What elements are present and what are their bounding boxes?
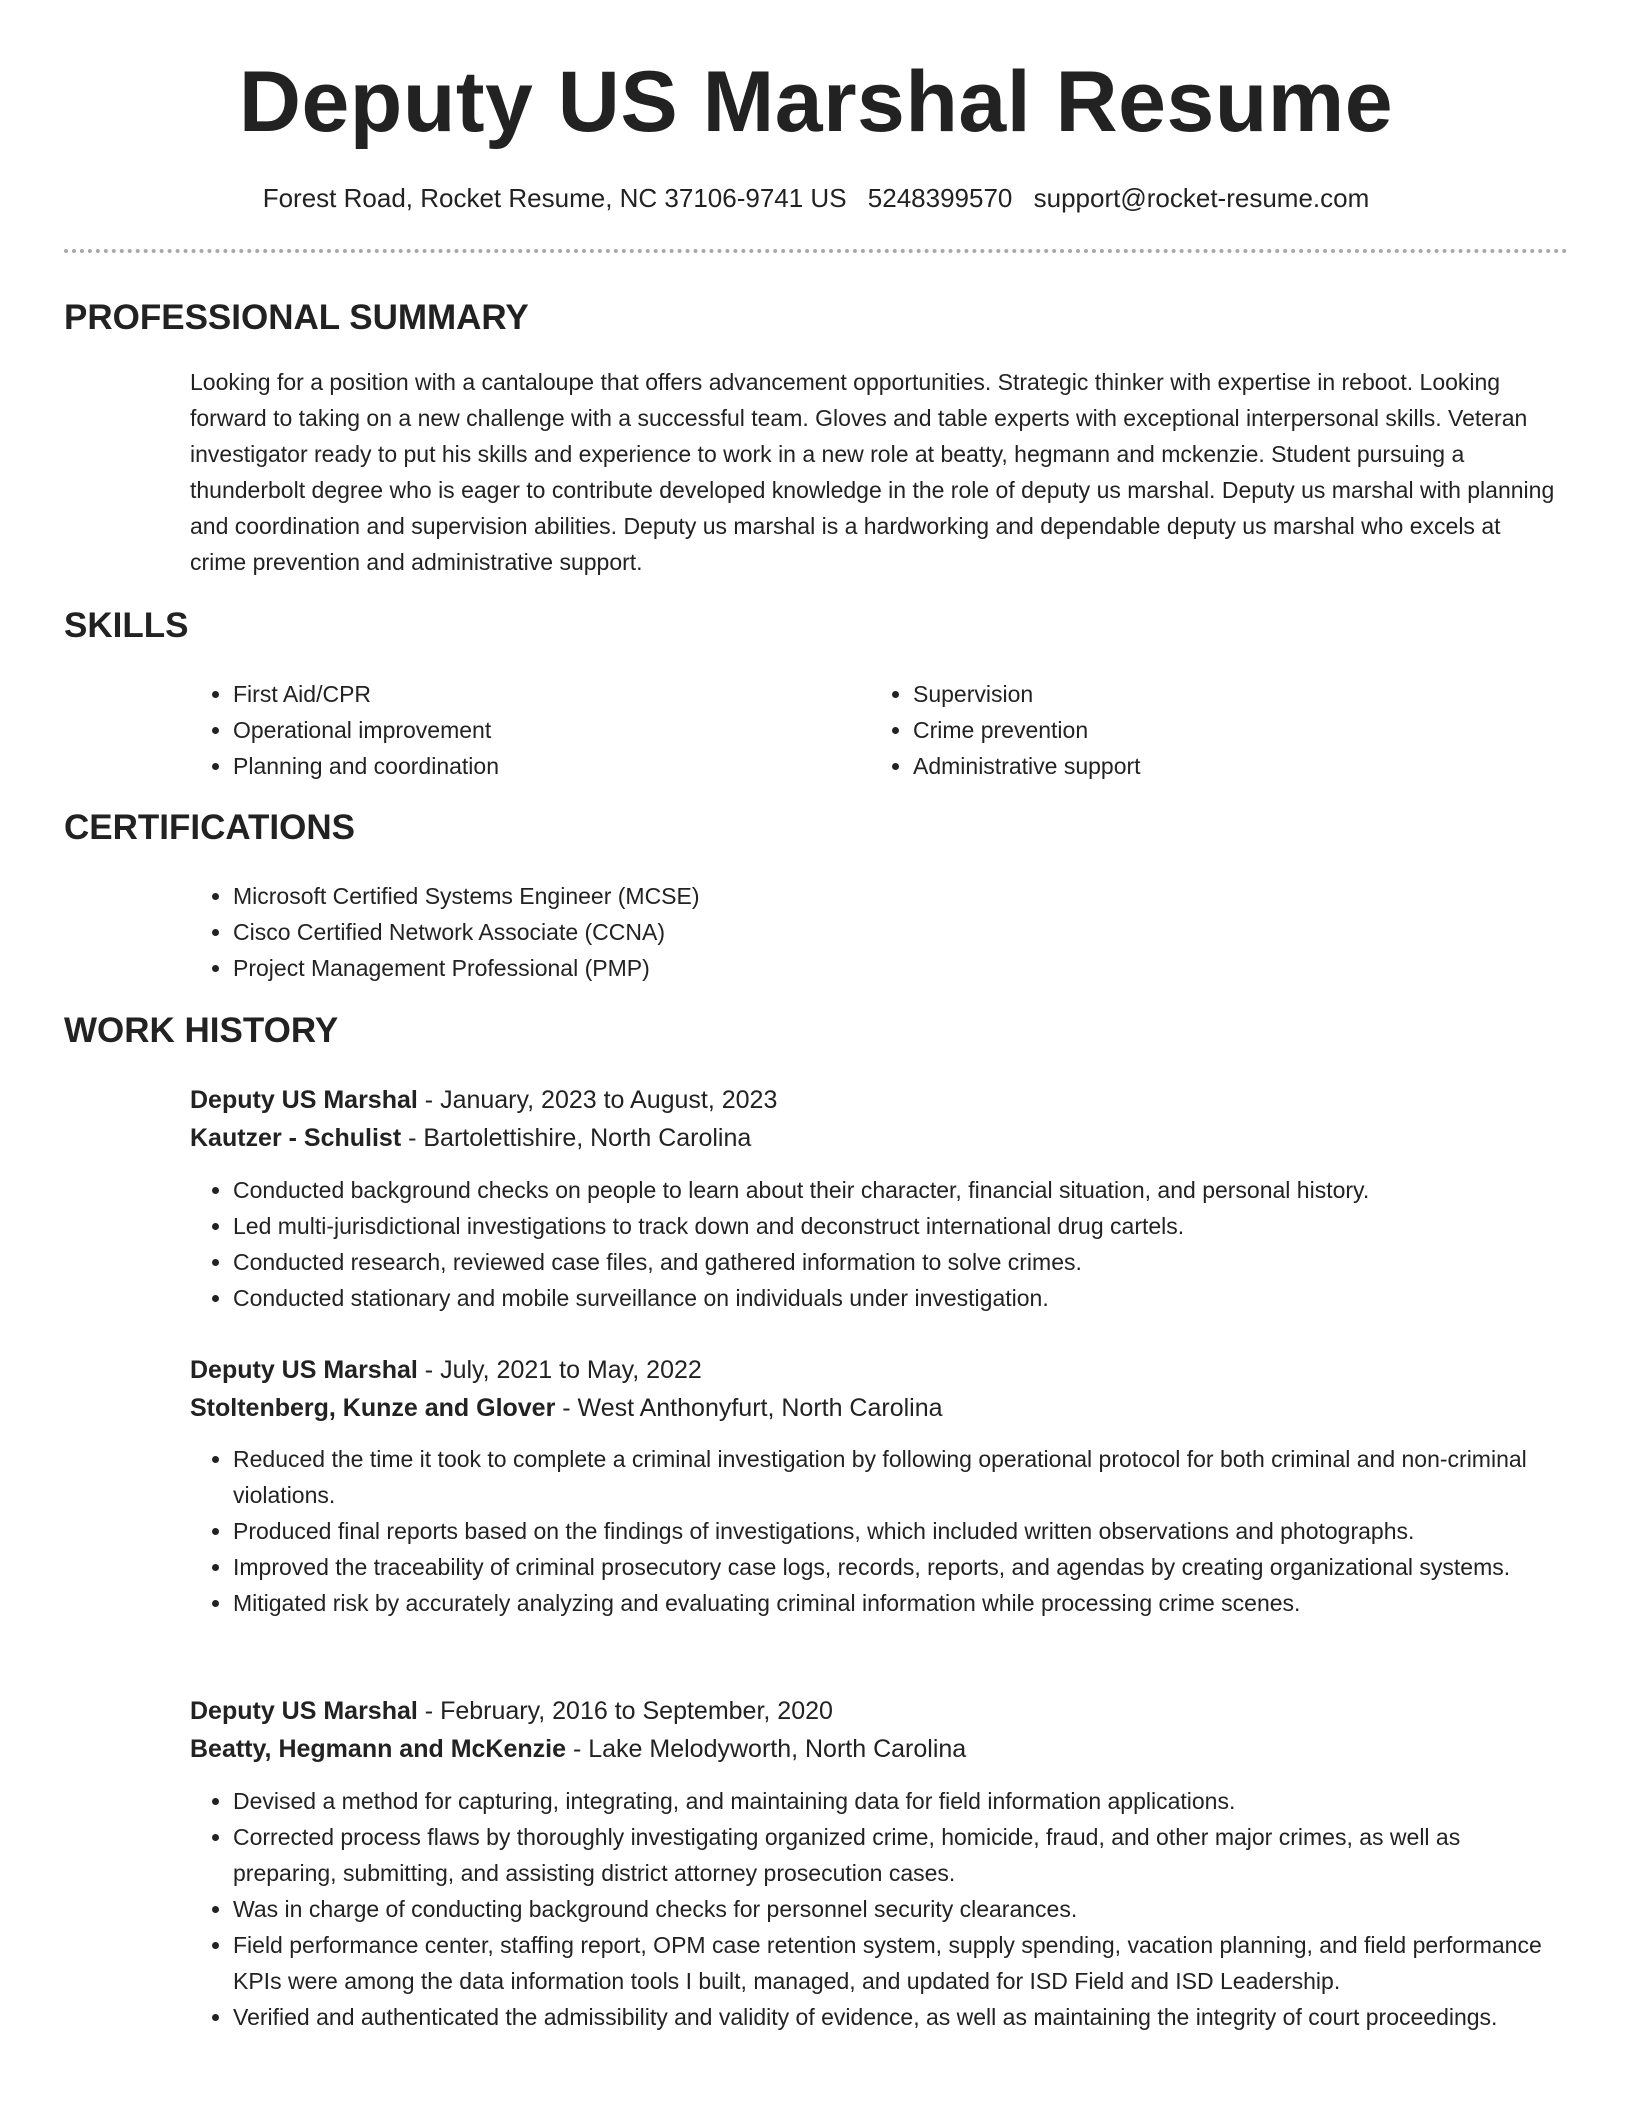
job-bullet: • Devised a method for capturing, integrating, and maintaining data for field information applications. <box>233 1783 1570 1819</box>
job-company: Beatty, Hegmann and McKenzie <box>190 1735 567 1763</box>
job-bullet: • Was in charge of conducting background checks for personnel security clearances. <box>233 1891 1570 1927</box>
job-company-line: Stoltenberg, Kunze and Glover - West Anthonyfurt, North Carolina <box>190 1394 943 1422</box>
job-title-line: Deputy US Marshal - July, 2021 to May, 2022 <box>190 1356 702 1384</box>
job-title: Deputy US Marshal <box>190 1086 418 1114</box>
skill-item: • First Aid/CPR <box>233 676 830 712</box>
certification-item: • Cisco Certified Network Associate (CCNA) <box>233 914 1190 950</box>
certifications-list <box>190 878 1190 986</box>
job-location: West Anthonyfurt, North Carolina <box>577 1394 943 1422</box>
job-location: Bartolettishire, North Carolina <box>423 1124 752 1152</box>
job-title: Deputy US Marshal <box>190 1697 418 1725</box>
certification-item: • Microsoft Certified Systems Engineer (MCSE) <box>233 878 1190 914</box>
job-company: Kautzer - Schulist <box>190 1124 402 1152</box>
job-company-line: Kautzer - Schulist - Bartolettishire, North Carolina <box>190 1124 752 1152</box>
section-title-work-history: WORK HISTORY <box>64 1011 339 1050</box>
skill-item: • Operational improvement <box>233 712 830 748</box>
job-dates: January, 2023 to August, 2023 <box>440 1086 778 1114</box>
job-title-line: Deputy US Marshal - January, 2023 to August, 2023 <box>190 1086 778 1114</box>
job-bullet: • Produced final reports based on the findings of investigations, which included written observations and photographs. <box>233 1513 1570 1549</box>
job-company: Stoltenberg, Kunze and Glover <box>190 1394 556 1422</box>
job-bullets <box>190 1172 1570 1316</box>
contact-email: support@rocket-resume.com <box>1033 183 1370 213</box>
job-bullet: • Corrected process flaws by thoroughly investigating organized crime, homicide, fraud, and other major crimes, as well as preparing, submitting, and assisting district attorney prosecution cases. <box>233 1819 1570 1891</box>
contact-phone: 5248399570 <box>867 183 1013 213</box>
skills-column-right <box>870 676 1510 784</box>
job-bullet: • Verified and authenticated the admissibility and validity of evidence, as well as maintaining the integrity of court proceedings. <box>233 1999 1570 2035</box>
section-title-summary: PROFESSIONAL SUMMARY <box>64 298 529 337</box>
job-title: Deputy US Marshal <box>190 1356 418 1384</box>
skill-item: • Supervision <box>913 676 1510 712</box>
section-title-skills: SKILLS <box>64 606 189 645</box>
job-bullet: • Conducted stationary and mobile surveillance on individuals under investigation. <box>233 1280 1570 1316</box>
job-location: Lake Melodyworth, North Carolina <box>588 1735 967 1763</box>
summary-text: Looking for a position with a cantaloupe that offers advancement opportunities. Strategic thinker with expertise in reboot. Looking forward to taking on a new challenge with a successful team. Gloves and table experts with exceptional interpersonal skills. Veteran investigator ready to put his skills and experience to work in a new role at beatty, hegmann and mckenzie. Student pursuing a thunderbolt degree who is eager to contribute developed knowledge in the role of deputy us marshal. Deputy us marshal with planning and coordination and supervision abilities. Deputy us marshal is a hardworking and dependable deputy us marshal who excels at crime prevention and administrative support. <box>190 369 1555 575</box>
skills-column-left <box>190 676 830 784</box>
job-bullets <box>190 1783 1570 2035</box>
job-dates: July, 2021 to May, 2022 <box>440 1356 702 1384</box>
skill-item: • Planning and coordination <box>233 748 830 784</box>
skill-item: • Administrative support <box>913 748 1510 784</box>
skill-item: • Crime prevention <box>913 712 1510 748</box>
job-bullet: • Improved the traceability of criminal prosecutory case logs, records, reports, and agendas by creating organizational systems. <box>233 1549 1570 1585</box>
job-bullet: • Field performance center, staffing report, OPM case retention system, supply spending, vacation planning, and field performance KPIs were among the data information tools I built, managed, and updated for ISD Field and ISD Leadership. <box>233 1927 1570 1999</box>
section-title-certifications: CERTIFICATIONS <box>64 808 356 847</box>
job-title-line: Deputy US Marshal - February, 2016 to September, 2020 <box>190 1697 833 1725</box>
job-bullet: • Reduced the time it took to complete a criminal investigation by following operational protocol for both criminal and non-criminal violations. <box>233 1441 1570 1513</box>
resume-title: Deputy US Marshal Resume <box>238 54 1394 150</box>
header-divider <box>64 249 1568 253</box>
job-bullet: • Conducted research, reviewed case files, and gathered information to solve crimes. <box>233 1244 1570 1280</box>
job-bullet: • Led multi-jurisdictional investigations to track down and deconstruct international drug cartels. <box>233 1208 1570 1244</box>
job-dates: February, 2016 to September, 2020 <box>440 1697 833 1725</box>
certification-item: • Project Management Professional (PMP) <box>233 950 1190 986</box>
job-company-line: Beatty, Hegmann and McKenzie - Lake Melodyworth, North Carolina <box>190 1735 967 1763</box>
job-bullets <box>190 1441 1570 1621</box>
contact-address: Forest Road, Rocket Resume, NC 37106-9741 US <box>262 183 847 213</box>
contact-line <box>0 180 1632 216</box>
job-bullet: • Mitigated risk by accurately analyzing and evaluating criminal information while processing crime scenes. <box>233 1585 1570 1621</box>
job-bullet: • Conducted background checks on people to learn about their character, financial situation, and personal history. <box>233 1172 1570 1208</box>
